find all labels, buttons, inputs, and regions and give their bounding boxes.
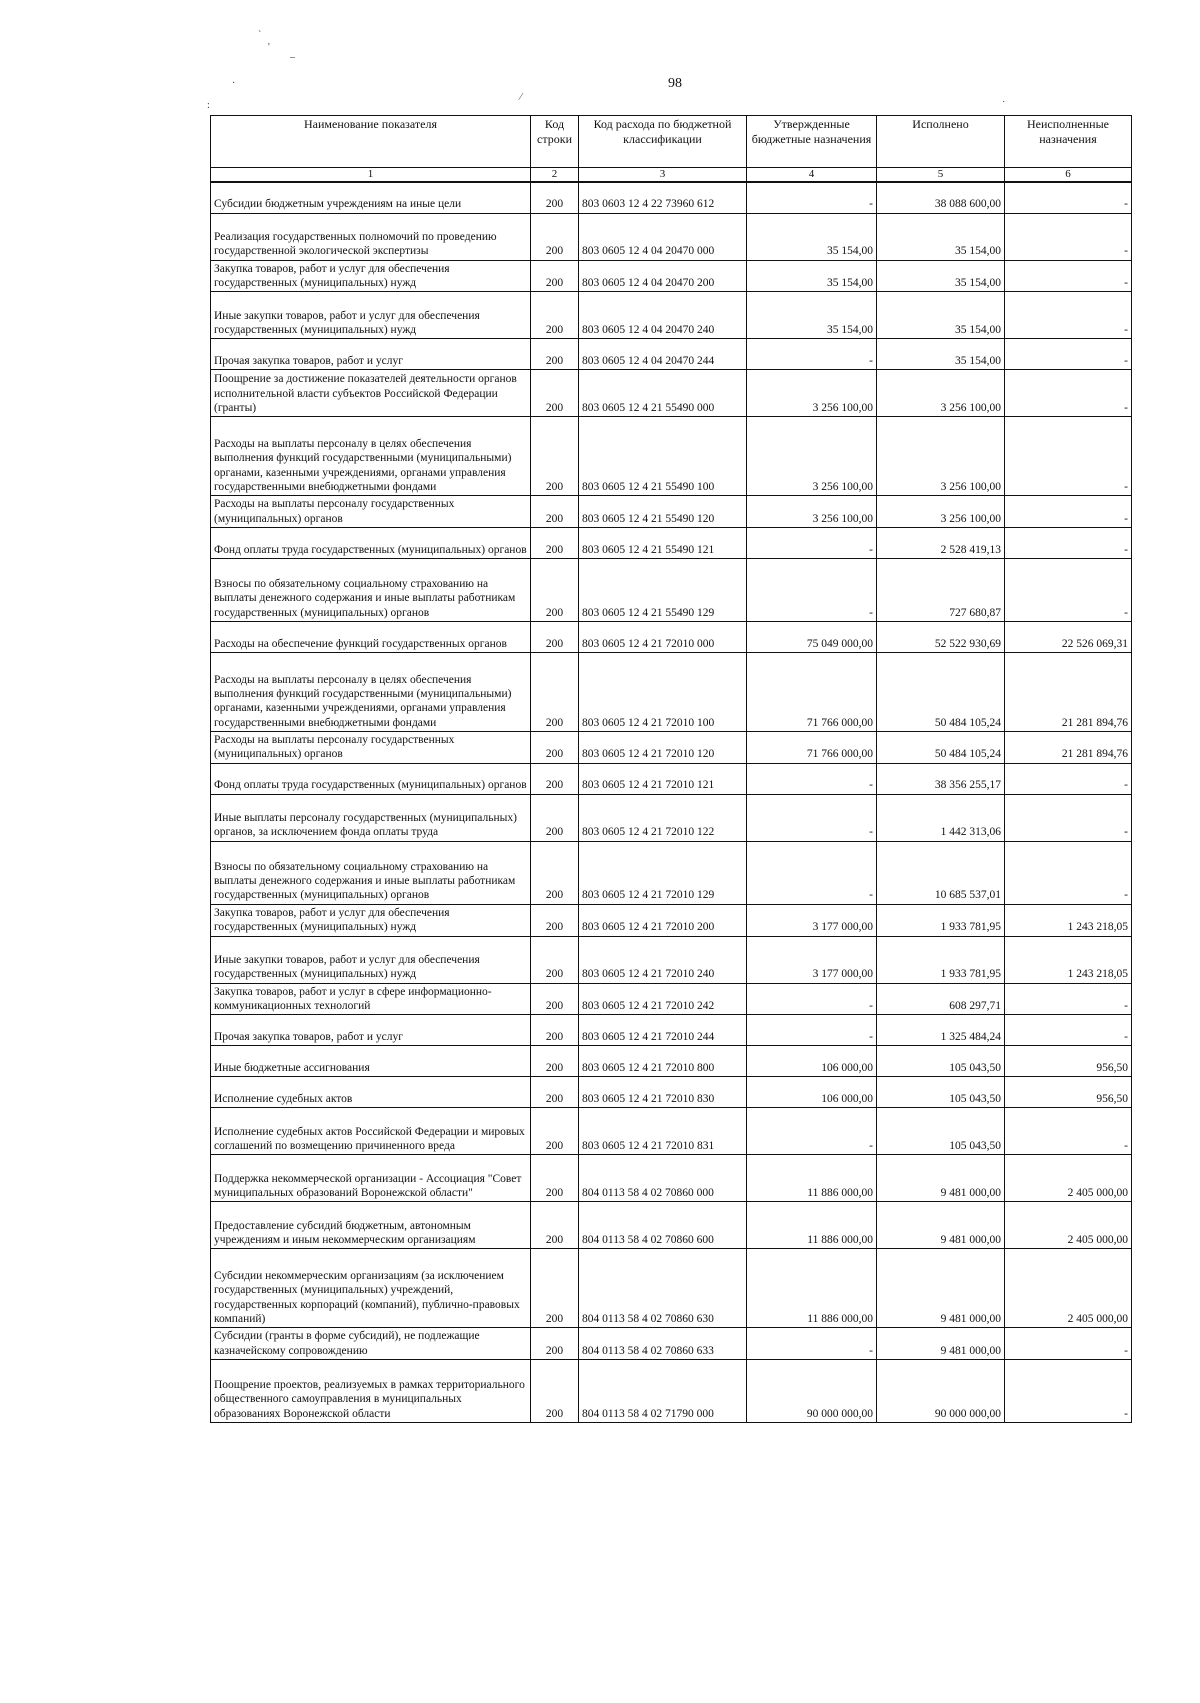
table-header-row	[211, 116, 1132, 168]
row-unexecuted: -	[1005, 1015, 1132, 1046]
scan-speck: –	[290, 52, 295, 63]
row-line-code: 200	[531, 496, 579, 528]
scan-speck: :	[207, 100, 210, 111]
scan-speck: ˙	[1002, 100, 1006, 111]
row-name: Прочая закупка товаров, работ и услуг	[211, 339, 531, 370]
row-name: Расходы на выплаты персоналу государственных (муниципальных) органов	[211, 732, 531, 764]
row-name: Иные закупки товаров, работ и услуг для обеспечения государственных (муниципальных) нужд	[211, 292, 531, 339]
row-name: Иные выплаты персоналу государственных (муниципальных) органов, за исключением фонда оплаты труда	[211, 794, 531, 841]
scan-speck: ·	[232, 78, 236, 89]
column-number: 4	[747, 168, 877, 183]
row-executed: 9 481 000,00	[877, 1328, 1005, 1360]
row-line-code: 200	[531, 904, 579, 936]
table-row	[211, 292, 1132, 339]
row-unexecuted: -	[1005, 339, 1132, 370]
row-line-code: 200	[531, 732, 579, 764]
row-budget-code: 803 0605 12 4 21 72010 129	[579, 841, 747, 904]
budget-execution-table	[210, 115, 1132, 1423]
table-row	[211, 841, 1132, 904]
row-unexecuted: -	[1005, 417, 1132, 496]
row-executed: 38 088 600,00	[877, 182, 1005, 213]
row-name: Иные бюджетные ассигнования	[211, 1046, 531, 1077]
row-unexecuted: 21 281 894,76	[1005, 653, 1132, 732]
row-approved: 71 766 000,00	[747, 653, 877, 732]
row-approved: 11 886 000,00	[747, 1202, 877, 1249]
row-name: Прочая закупка товаров, работ и услуг	[211, 1015, 531, 1046]
table-row	[211, 1077, 1132, 1108]
row-approved: -	[747, 1108, 877, 1155]
row-executed: 90 000 000,00	[877, 1360, 1005, 1423]
column-number: 3	[579, 168, 747, 183]
table-row	[211, 339, 1132, 370]
row-approved: 71 766 000,00	[747, 732, 877, 764]
table-row	[211, 417, 1132, 496]
row-budget-code: 803 0605 12 4 21 55490 120	[579, 496, 747, 528]
row-unexecuted: 2 405 000,00	[1005, 1249, 1132, 1328]
page-number: 98	[668, 76, 682, 91]
table-row	[211, 1155, 1132, 1202]
table-row	[211, 182, 1132, 213]
table-row	[211, 763, 1132, 794]
row-executed: 38 356 255,17	[877, 763, 1005, 794]
row-line-code: 200	[531, 622, 579, 653]
row-unexecuted: 1 243 218,05	[1005, 904, 1132, 936]
row-unexecuted: 21 281 894,76	[1005, 732, 1132, 764]
column-number-row	[211, 168, 1132, 183]
row-unexecuted: -	[1005, 983, 1132, 1015]
row-name: Иные закупки товаров, работ и услуг для обеспечения государственных (муниципальных) нужд	[211, 936, 531, 983]
row-line-code: 200	[531, 1015, 579, 1046]
row-line-code: 200	[531, 260, 579, 292]
table-row	[211, 1015, 1132, 1046]
row-approved: 106 000,00	[747, 1046, 877, 1077]
table-row	[211, 653, 1132, 732]
row-unexecuted: -	[1005, 496, 1132, 528]
row-unexecuted: -	[1005, 1360, 1132, 1423]
row-line-code: 200	[531, 292, 579, 339]
column-number: 5	[877, 168, 1005, 183]
row-executed: 105 043,50	[877, 1108, 1005, 1155]
row-approved: -	[747, 528, 877, 559]
table-row	[211, 983, 1132, 1015]
row-line-code: 200	[531, 559, 579, 622]
table-row	[211, 213, 1132, 260]
row-name: Субсидии (гранты в форме субсидий), не подлежащие казначейскому сопровождению	[211, 1328, 531, 1360]
row-line-code: 200	[531, 1046, 579, 1077]
row-name: Фонд оплаты труда государственных (муниципальных) органов	[211, 528, 531, 559]
row-unexecuted: 1 243 218,05	[1005, 936, 1132, 983]
table-row	[211, 528, 1132, 559]
row-name: Поощрение проектов, реализуемых в рамках территориального общественного самоуправления в муниципальных образованиях Воронежской области	[211, 1360, 531, 1423]
row-executed: 52 522 930,69	[877, 622, 1005, 653]
row-line-code: 200	[531, 1077, 579, 1108]
row-executed: 2 528 419,13	[877, 528, 1005, 559]
row-budget-code: 803 0605 12 4 21 72010 122	[579, 794, 747, 841]
row-name: Реализация государственных полномочий по проведению государственной экологической экспертизы	[211, 213, 531, 260]
row-approved: 3 256 100,00	[747, 370, 877, 417]
row-unexecuted: 2 405 000,00	[1005, 1155, 1132, 1202]
row-budget-code: 804 0113 58 4 02 70860 000	[579, 1155, 747, 1202]
row-approved: -	[747, 1015, 877, 1046]
row-approved: 11 886 000,00	[747, 1249, 877, 1328]
column-number: 1	[211, 168, 531, 183]
row-executed: 35 154,00	[877, 292, 1005, 339]
row-budget-code: 803 0605 12 4 21 72010 240	[579, 936, 747, 983]
row-unexecuted: -	[1005, 559, 1132, 622]
table-row	[211, 622, 1132, 653]
row-unexecuted: -	[1005, 528, 1132, 559]
row-executed: 608 297,71	[877, 983, 1005, 1015]
row-line-code: 200	[531, 182, 579, 213]
row-line-code: 200	[531, 653, 579, 732]
table-row	[211, 496, 1132, 528]
row-budget-code: 803 0605 12 4 21 72010 242	[579, 983, 747, 1015]
row-budget-code: 803 0605 12 4 21 55490 100	[579, 417, 747, 496]
row-budget-code: 803 0605 12 4 21 72010 120	[579, 732, 747, 764]
row-budget-code: 803 0603 12 4 22 73960 612	[579, 182, 747, 213]
row-name: Расходы на выплаты персоналу в целях обеспечения выполнения функций государственными (муниципальными) органами, казенными учреждениями, органами управления государственными внебюджетными фондами	[211, 653, 531, 732]
row-approved: 90 000 000,00	[747, 1360, 877, 1423]
row-budget-code: 803 0605 12 4 04 20470 240	[579, 292, 747, 339]
row-budget-code: 803 0605 12 4 04 20470 244	[579, 339, 747, 370]
row-line-code: 200	[531, 794, 579, 841]
row-approved: 3 177 000,00	[747, 936, 877, 983]
scan-speck: ˋ	[258, 30, 262, 41]
row-approved: 11 886 000,00	[747, 1155, 877, 1202]
table-row	[211, 370, 1132, 417]
row-executed: 35 154,00	[877, 339, 1005, 370]
row-executed: 727 680,87	[877, 559, 1005, 622]
row-line-code: 200	[531, 841, 579, 904]
row-unexecuted: 22 526 069,31	[1005, 622, 1132, 653]
row-budget-code: 803 0605 12 4 21 55490 129	[579, 559, 747, 622]
row-budget-code: 803 0605 12 4 21 55490 000	[579, 370, 747, 417]
row-budget-code: 803 0605 12 4 21 72010 200	[579, 904, 747, 936]
header-executed: Исполнено	[877, 116, 1005, 168]
row-executed: 3 256 100,00	[877, 370, 1005, 417]
row-name: Фонд оплаты труда государственных (муниципальных) органов	[211, 763, 531, 794]
row-name: Взносы по обязательному социальному страхованию на выплаты денежного содержания и иные выплаты работникам государственных (муниципальных) органов	[211, 559, 531, 622]
row-executed: 9 481 000,00	[877, 1155, 1005, 1202]
row-unexecuted: -	[1005, 370, 1132, 417]
row-name: Поощрение за достижение показателей деятельности органов исполнительной власти субъектов Российской Федерации (гранты)	[211, 370, 531, 417]
table-body	[211, 182, 1132, 1423]
row-budget-code: 803 0605 12 4 21 72010 000	[579, 622, 747, 653]
row-name: Субсидии бюджетным учреждениям на иные цели	[211, 182, 531, 213]
row-executed: 105 043,50	[877, 1077, 1005, 1108]
row-budget-code: 803 0605 12 4 21 72010 830	[579, 1077, 747, 1108]
header-unexecuted: Неисполненные назначения	[1005, 116, 1132, 168]
row-approved: 106 000,00	[747, 1077, 877, 1108]
header-line-code: Код строки	[531, 116, 579, 168]
row-line-code: 200	[531, 763, 579, 794]
row-name: Расходы на обеспечение функций государственных органов	[211, 622, 531, 653]
row-unexecuted: -	[1005, 292, 1132, 339]
row-approved: 3 177 000,00	[747, 904, 877, 936]
row-budget-code: 803 0605 12 4 21 72010 244	[579, 1015, 747, 1046]
row-line-code: 200	[531, 213, 579, 260]
table-row	[211, 732, 1132, 764]
header-approved: Утвержденные бюджетные назначения	[747, 116, 877, 168]
row-unexecuted: 956,50	[1005, 1046, 1132, 1077]
row-budget-code: 804 0113 58 4 02 70860 630	[579, 1249, 747, 1328]
row-executed: 10 685 537,01	[877, 841, 1005, 904]
table-row	[211, 1360, 1132, 1423]
row-approved: -	[747, 1328, 877, 1360]
row-name: Закупка товаров, работ и услуг для обеспечения государственных (муниципальных) нужд	[211, 260, 531, 292]
row-approved: -	[747, 763, 877, 794]
table-row	[211, 1202, 1132, 1249]
row-unexecuted: 2 405 000,00	[1005, 1202, 1132, 1249]
row-name: Взносы по обязательному социальному страхованию на выплаты денежного содержания и иные выплаты работникам государственных (муниципальных) органов	[211, 841, 531, 904]
row-executed: 50 484 105,24	[877, 732, 1005, 764]
row-unexecuted: 956,50	[1005, 1077, 1132, 1108]
row-line-code: 200	[531, 983, 579, 1015]
table-row	[211, 1108, 1132, 1155]
row-approved: 35 154,00	[747, 292, 877, 339]
row-unexecuted: -	[1005, 1108, 1132, 1155]
row-line-code: 200	[531, 528, 579, 559]
row-unexecuted: -	[1005, 260, 1132, 292]
row-executed: 1 325 484,24	[877, 1015, 1005, 1046]
row-approved: -	[747, 983, 877, 1015]
header-budget-code: Код расхода по бюджетной классификации	[579, 116, 747, 168]
row-executed: 1 933 781,95	[877, 936, 1005, 983]
row-unexecuted: -	[1005, 763, 1132, 794]
row-line-code: 200	[531, 1360, 579, 1423]
scan-speck: '	[268, 42, 270, 53]
row-executed: 9 481 000,00	[877, 1249, 1005, 1328]
row-line-code: 200	[531, 1249, 579, 1328]
row-line-code: 200	[531, 936, 579, 983]
row-budget-code: 803 0605 12 4 21 72010 800	[579, 1046, 747, 1077]
row-approved: 35 154,00	[747, 213, 877, 260]
row-approved: 35 154,00	[747, 260, 877, 292]
row-approved: 3 256 100,00	[747, 496, 877, 528]
column-number: 2	[531, 168, 579, 183]
row-name: Закупка товаров, работ и услуг для обеспечения государственных (муниципальных) нужд	[211, 904, 531, 936]
row-budget-code: 803 0605 12 4 04 20470 200	[579, 260, 747, 292]
row-budget-code: 803 0605 12 4 04 20470 000	[579, 213, 747, 260]
row-unexecuted: -	[1005, 841, 1132, 904]
row-budget-code: 803 0605 12 4 21 72010 100	[579, 653, 747, 732]
row-unexecuted: -	[1005, 794, 1132, 841]
row-approved: -	[747, 182, 877, 213]
row-executed: 3 256 100,00	[877, 417, 1005, 496]
table-row	[211, 1249, 1132, 1328]
row-budget-code: 804 0113 58 4 02 70860 600	[579, 1202, 747, 1249]
row-name: Исполнение судебных актов	[211, 1077, 531, 1108]
row-budget-code: 804 0113 58 4 02 70860 633	[579, 1328, 747, 1360]
table-row	[211, 794, 1132, 841]
row-executed: 105 043,50	[877, 1046, 1005, 1077]
row-executed: 9 481 000,00	[877, 1202, 1005, 1249]
row-executed: 1 933 781,95	[877, 904, 1005, 936]
row-line-code: 200	[531, 1328, 579, 1360]
row-executed: 35 154,00	[877, 260, 1005, 292]
row-name: Закупка товаров, работ и услуг в сфере информационно-коммуникационных технологий	[211, 983, 531, 1015]
row-budget-code: 803 0605 12 4 21 72010 121	[579, 763, 747, 794]
row-approved: 3 256 100,00	[747, 417, 877, 496]
row-approved: -	[747, 794, 877, 841]
row-line-code: 200	[531, 1155, 579, 1202]
row-executed: 50 484 105,24	[877, 653, 1005, 732]
row-line-code: 200	[531, 370, 579, 417]
row-approved: 75 049 000,00	[747, 622, 877, 653]
row-approved: -	[747, 841, 877, 904]
row-approved: -	[747, 559, 877, 622]
row-executed: 35 154,00	[877, 213, 1005, 260]
row-line-code: 200	[531, 1202, 579, 1249]
row-name: Субсидии некоммерческим организациям (за исключением государственных (муниципальных) учреждений, государственных корпораций (компаний), публично-правовых компаний)	[211, 1249, 531, 1328]
table-row	[211, 260, 1132, 292]
table-row	[211, 1046, 1132, 1077]
column-number: 6	[1005, 168, 1132, 183]
header-name: Наименование показателя	[211, 116, 531, 168]
table-row	[211, 559, 1132, 622]
row-executed: 1 442 313,06	[877, 794, 1005, 841]
row-line-code: 200	[531, 417, 579, 496]
table-row	[211, 1328, 1132, 1360]
row-budget-code: 804 0113 58 4 02 71790 000	[579, 1360, 747, 1423]
row-unexecuted: -	[1005, 1328, 1132, 1360]
row-name: Расходы на выплаты персоналу в целях обеспечения выполнения функций государственными (муниципальными) органами, казенными учреждениями, органами управления государственными внебюджетными фондами	[211, 417, 531, 496]
table-row	[211, 904, 1132, 936]
row-budget-code: 803 0605 12 4 21 72010 831	[579, 1108, 747, 1155]
row-unexecuted: -	[1005, 213, 1132, 260]
row-name: Расходы на выплаты персоналу государственных (муниципальных) органов	[211, 496, 531, 528]
table-row	[211, 936, 1132, 983]
row-line-code: 200	[531, 339, 579, 370]
row-line-code: 200	[531, 1108, 579, 1155]
row-executed: 3 256 100,00	[877, 496, 1005, 528]
row-name: Поддержка некоммерческой организации - Ассоциация "Совет муниципальных образований Воронежской области"	[211, 1155, 531, 1202]
row-unexecuted: -	[1005, 182, 1132, 213]
scan-speck: ⁄	[520, 92, 522, 103]
row-name: Предоставление субсидий бюджетным, автономным учреждениям и иным некоммерческим организациям	[211, 1202, 531, 1249]
row-approved: -	[747, 339, 877, 370]
row-name: Исполнение судебных актов Российской Федерации и мировых соглашений по возмещению причиненного вреда	[211, 1108, 531, 1155]
row-budget-code: 803 0605 12 4 21 55490 121	[579, 528, 747, 559]
